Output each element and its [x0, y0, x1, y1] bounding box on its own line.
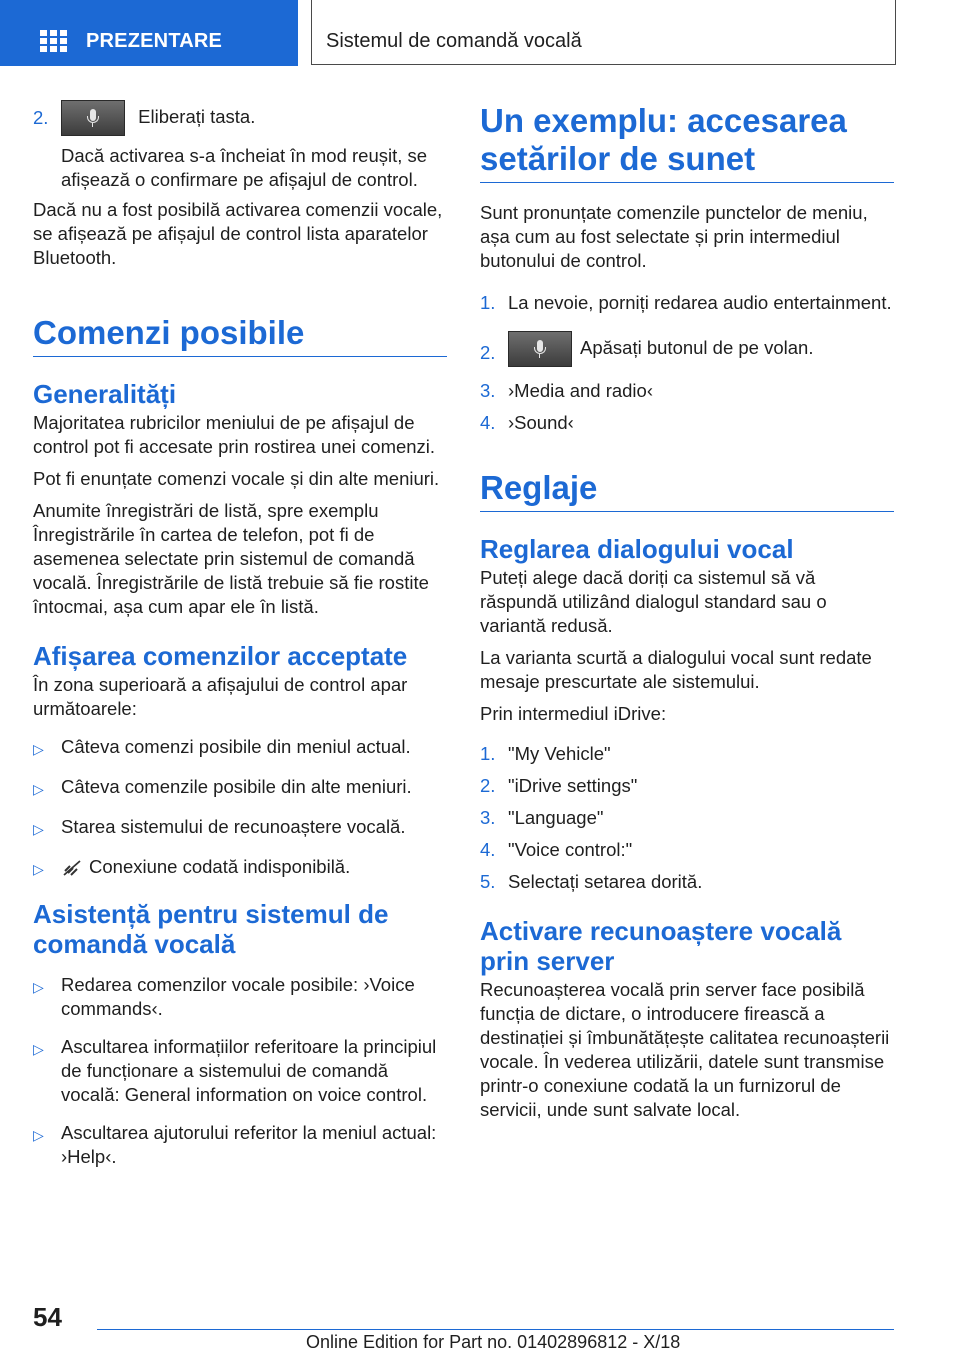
section-tab[interactable] — [0, 0, 298, 66]
page-number: 54 — [33, 1302, 62, 1332]
heading-settings: Reglaje — [480, 469, 894, 512]
right-column — [480, 100, 894, 1130]
section-label: PREZENTARE — [86, 30, 223, 52]
list-item: ▷ Starea sistemului de recunoaștere vocală. — [33, 815, 447, 841]
microphone-icon — [61, 100, 125, 136]
heading-general: Generalități — [33, 379, 177, 409]
triangle-bullet-icon: ▷ — [33, 979, 44, 995]
microphone-icon — [508, 331, 572, 367]
list-item — [33, 855, 447, 881]
step-item — [33, 100, 447, 192]
step-item — [480, 291, 894, 315]
triangle-bullet-icon: ▷ — [33, 861, 44, 877]
triangle-bullet-icon: ▷ — [33, 1127, 44, 1143]
step-text: "My Vehicle" — [508, 743, 611, 764]
step-text: La nevoie, porniți redarea audio entertainment. — [508, 292, 892, 313]
step-detail: Dacă activarea s-a încheiat în mod reușit, se afișează o confirmare pe afișajul de control. — [61, 145, 428, 190]
no-secure-connection-icon — [61, 859, 83, 877]
step-number: 2. — [33, 107, 49, 128]
step-text: ›Sound‹ — [508, 412, 574, 433]
step-number: 4. — [480, 412, 496, 433]
triangle-bullet-icon: ▷ — [33, 741, 44, 757]
paragraph: Puteți alege dacă doriți ca sistemul să vă răspundă utilizând dialogul standard sau o variantă redusă. — [480, 567, 827, 636]
step-text: Apăsați butonul de pe volan. — [580, 336, 814, 358]
list-item: ▷ Câteva comenzi posibile din meniul actual. — [33, 735, 447, 761]
paragraph: Anumite înregistrări de listă, spre exemplu Înregistrările în cartea de telefon, pot fi de asemenea selectate prin sistemul de comandă vocală. Înregistrările de listă trebuie să fie rostite întocmai, așa cum apar ele în listă. — [33, 500, 429, 617]
paragraph: Prin intermediul iDrive: — [480, 703, 667, 724]
grid-icon — [40, 30, 66, 52]
paragraph: Majoritatea rubricilor meniului de pe afișajul de control pot fi accesate prin rostirea unei comenzi. — [33, 412, 436, 457]
paragraph: Pot fi enunțate comenzi vocale și din alte meniuri. — [33, 468, 440, 489]
triangle-bullet-icon: ▷ — [33, 781, 44, 797]
footer-divider — [97, 1329, 894, 1330]
list-item-text: Conexiune codată indisponibilă. — [89, 856, 351, 877]
step-number: 2. — [480, 775, 496, 796]
step-item — [480, 379, 894, 403]
paragraph: Recunoașterea vocală prin server face posibilă funcția de dictare, o introducere firească a destinației și îmbunătățește calitatea recunoașterii vocale. În vederea utilizării, datele sunt transmise printr-o conexiune codată la un furnizorul de servicii, unde sunt salvate local. — [480, 979, 890, 1120]
step-text: "Language" — [508, 807, 604, 828]
step-text: Eliberați tasta. — [138, 105, 256, 127]
step-number: 3. — [480, 380, 496, 401]
step-number: 5. — [480, 871, 496, 892]
step-number: 3. — [480, 807, 496, 828]
triangle-bullet-icon: ▷ — [33, 821, 44, 837]
left-column — [33, 100, 447, 1183]
heading-possible-commands: Comenzi posibile — [33, 314, 447, 357]
step-number: 1. — [480, 292, 496, 313]
page-header — [0, 0, 960, 68]
heading-dialog: Reglarea dialogului vocal — [480, 534, 794, 564]
step-text: "Voice control:" — [508, 839, 633, 860]
step-item — [480, 411, 894, 435]
triangle-bullet-icon: ▷ — [33, 1041, 44, 1057]
step-text: Selectați setarea dorită. — [508, 871, 703, 892]
step-text: "iDrive settings" — [508, 775, 638, 796]
step-number: 2. — [480, 342, 496, 363]
step-item — [480, 806, 894, 830]
list-item: ▷ Redarea comenzilor vocale posibile: ›Voice commands‹. — [33, 974, 415, 1019]
heading-assistance: Asistență pentru sistemul de comandă vocală — [33, 899, 389, 959]
paragraph: La varianta scurtă a dialogului vocal sunt redate mesaje prescurtate ale sistemului. — [480, 647, 872, 692]
chapter-tab[interactable] — [311, 0, 896, 65]
heading-server: Activare recunoaștere vocală prin server — [480, 916, 842, 976]
heading-example: Un exemplu: accesarea setărilor de sunet — [480, 102, 894, 183]
list-item: ▷ Ascultarea informațiilor referitoare la principiul de funcționare a sistemului de comandă vocală: General information on voice control. — [33, 1036, 437, 1105]
paragraph: Dacă nu a fost posibilă activarea comenzii vocale, se afișează pe afișajul de control lista aparatelor Bluetooth. — [33, 199, 443, 268]
chapter-title: Sistemul de comandă vocală — [326, 30, 582, 52]
step-item — [480, 838, 894, 862]
step-text: ›Media and radio‹ — [508, 380, 653, 401]
list-item: ▷ Câteva comenzile posibile din alte meniuri. — [33, 775, 447, 801]
step-number: 4. — [480, 839, 496, 860]
step-item — [480, 774, 894, 798]
footer-edition: Online Edition for Part no. 01402896812 - X/18 — [306, 1332, 681, 1352]
step-item — [480, 331, 894, 367]
paragraph: În zona superioară a afișajului de control apar următoarele: — [33, 674, 408, 719]
list-item: ▷ Ascultarea ajutorului referitor la meniul actual: ›Help‹. — [33, 1122, 437, 1167]
step-number: 1. — [480, 743, 496, 764]
paragraph: Sunt pronunțate comenzile punctelor de meniu, așa cum au fost selectate și prin intermediul butonului de control. — [480, 202, 868, 271]
step-item — [480, 870, 894, 894]
step-item — [480, 742, 894, 766]
heading-display-commands: Afișarea comenzilor acceptate — [33, 641, 408, 671]
